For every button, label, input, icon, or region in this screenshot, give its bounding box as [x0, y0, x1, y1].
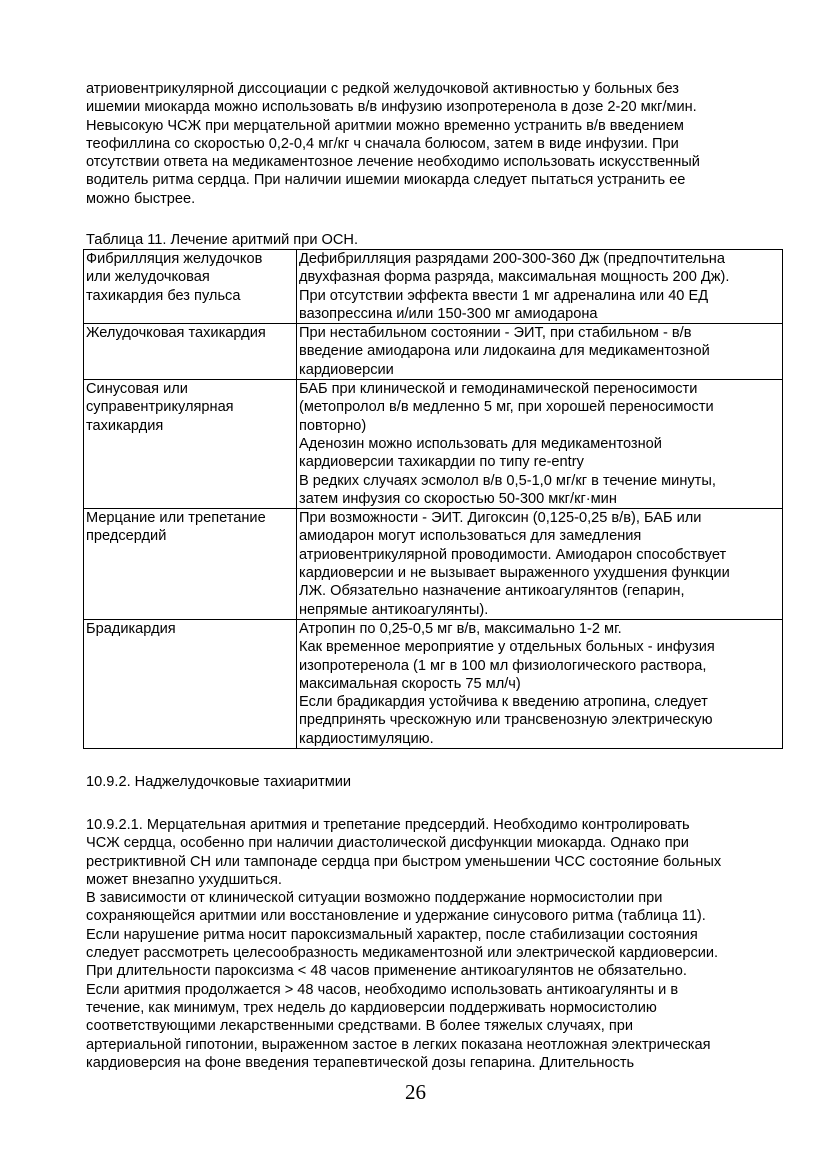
- condition-line: суправентрикулярная: [86, 399, 234, 416]
- body-line: артериальной гипотонии, выраженном застое в легких показана неотложная электрическая: [86, 1036, 711, 1053]
- body-line: течение, как минимум, трех недель до кардиоверсии поддерживать нормосистолию: [86, 999, 657, 1016]
- treatment-line: Дефибрилляция разрядами 200-300-360 Дж (предпочтительна: [299, 251, 725, 267]
- treatment-line: двухфазная форма разряда, максимальная мощность 200 Дж).: [299, 269, 730, 286]
- treatment-line: кардиоверсии и не вызывает выраженного ухудшения функции: [299, 565, 730, 582]
- treatment-line: затем инфузия со скоростью 50-300 мкг/кг·мин: [299, 490, 617, 507]
- body-line: В зависимости от клинической ситуации возможно поддержание нормосистолии при: [86, 890, 663, 907]
- treatment-line: кардиостимуляцию.: [299, 730, 434, 747]
- intro-line: ишемии миокарда можно использовать в/в инфузию изопротеренола в дозе 2-20 мкг/мин.: [86, 99, 697, 116]
- treatment-line: Аденозин можно использовать для медикаментозной: [299, 435, 662, 452]
- condition-cell: [84, 509, 297, 620]
- intro-paragraph: [86, 80, 786, 208]
- body-line: может внезапно ухудшиться.: [86, 871, 282, 888]
- treatment-line: изопротеренола (1 мг в 100 мл физиологического раствора,: [299, 657, 707, 674]
- condition-line: Фибрилляция желудочков: [86, 251, 263, 267]
- treatment-line: атриовентрикулярной проводимости. Амиодарон способствует: [299, 546, 727, 563]
- treatment-line: максимальная скорость 75 мл/ч): [299, 675, 521, 692]
- body-line: соответствующими лекарственными средствами. В более тяжелых случаях, при: [86, 1018, 634, 1035]
- body-line: Если аритмия продолжается > 48 часов, необходимо использовать антикоагулянты и в: [86, 981, 679, 998]
- table-row: [84, 250, 783, 324]
- table-row: [84, 324, 783, 380]
- body-line: следует рассмотреть целесообразность медикаментозной или электрической кардиоверсии.: [86, 945, 719, 962]
- intro-line: атриовентрикулярной диссоциации с редкой желудочковой активностью у больных без: [86, 81, 679, 97]
- table-caption: Таблица 11. Лечение аритмий при ОСН.: [86, 232, 359, 248]
- treatment-line: Атропин по 0,25-0,5 мг в/в, максимально 1-2 мг.: [299, 620, 622, 637]
- condition-line: тахикардия без пульса: [86, 287, 241, 304]
- table-row: [84, 509, 783, 620]
- treatment-line: предпринять чрескожную или трансвенозную электрическую: [299, 712, 713, 729]
- body-line: Если нарушение ритма носит пароксизмальный характер, после стабилизации состояния: [86, 926, 698, 943]
- body-line: сохраняющейся аритмии или восстановление и удержание синусового ритма (таблица 11).: [86, 908, 706, 925]
- treatment-line: Если брадикардия устойчива к введению атропина, следует: [299, 694, 708, 711]
- treatment-line: кардиоверсии тахикардии по типу re-entry: [299, 454, 584, 471]
- condition-line: Желудочковая тахикардия: [86, 325, 266, 342]
- treatment-cell: [297, 380, 783, 509]
- treatment-cell: [297, 250, 783, 324]
- condition-line: тахикардия: [86, 417, 164, 434]
- body-line: рестриктивной СН или тампонаде сердца при быстром уменьшении ЧСС состояние больных: [86, 853, 722, 870]
- treatment-line: вазопрессина и/или 150-300 мг амиодарона: [299, 305, 598, 322]
- condition-cell: [84, 619, 297, 748]
- treatment-line: БАБ при клинической и гемодинамической переносимости: [299, 381, 698, 398]
- treatment-cell: [297, 324, 783, 380]
- arrhythmia-treatment-table: [83, 249, 783, 749]
- treatment-line: кардиоверсии: [299, 361, 394, 378]
- body-line: При длительности пароксизма < 48 часов применение антикоагулянтов не обязательно.: [86, 963, 687, 980]
- intro-line: можно быстрее.: [86, 190, 196, 207]
- condition-line: Брадикардия: [86, 620, 176, 637]
- intro-line: теофиллина со скоростью 0,2-0,4 мг/кг ч сначала болюсом, затем в виде инфузии. При: [86, 135, 679, 152]
- intro-line: Невысокую ЧСЖ при мерцательной аритмии можно временно устранить в/в введением: [86, 117, 684, 134]
- intro-line: водитель ритма сердца. При наличии ишемии миокарда следует пытаться устранить ее: [86, 172, 686, 189]
- treatment-line: непрямые антикоагулянты).: [299, 601, 489, 618]
- condition-cell: [84, 250, 297, 324]
- condition-line: или желудочковая: [86, 269, 210, 286]
- body-line: кардиоверсия на фоне введения терапевтической дозы гепарина. Длительность: [86, 1054, 635, 1071]
- condition-line: Мерцание или трепетание: [86, 510, 266, 527]
- treatment-line: В редких случаях эсмолол в/в 0,5-1,0 мг/кг в течение минуты,: [299, 472, 716, 489]
- treatment-line: При отсутствии эффекта ввести 1 мг адреналина или 40 ЕД: [299, 287, 709, 304]
- table-row: [84, 380, 783, 509]
- condition-cell: [84, 380, 297, 509]
- treatment-cell: [297, 619, 783, 748]
- treatment-line: ЛЖ. Обязательно назначение антикоагулянтов (гепарин,: [299, 583, 685, 600]
- treatment-line: Как временное мероприятие у отдельных больных - инфузия: [299, 639, 715, 656]
- treatment-line: (метопролол в/в медленно 5 мг, при хорошей переносимости: [299, 399, 714, 416]
- body-paragraph: [86, 816, 786, 1072]
- treatment-line: введение амиодарона или лидокаина для медикаментозной: [299, 343, 710, 360]
- treatment-line: При нестабильном состоянии - ЭИТ, при стабильном - в/в: [299, 325, 692, 342]
- treatment-cell: [297, 509, 783, 620]
- treatment-line: амиодарон могут использоваться для замедления: [299, 528, 642, 545]
- treatment-line: При возможности - ЭИТ. Дигоксин (0,125-0,25 в/в), БАБ или: [299, 510, 702, 527]
- section-heading: 10.9.2. Наджелудочковые тахиаритмии: [86, 774, 352, 790]
- body-line: ЧСЖ сердца, особенно при наличии диастолической дисфункции миокарда. Однако при: [86, 835, 689, 852]
- condition-cell: [84, 324, 297, 380]
- treatment-line: повторно): [299, 417, 367, 434]
- body-line: 10.9.2.1. Мерцательная аритмия и трепетание предсердий. Необходимо контролировать: [86, 817, 690, 833]
- table-row: [84, 619, 783, 748]
- condition-line: Синусовая или: [86, 381, 188, 398]
- page-number: 26: [405, 1080, 426, 1104]
- condition-line: предсердий: [86, 528, 167, 545]
- intro-line: отсутствии ответа на медикаментозное лечение необходимо использовать искусственный: [86, 154, 700, 171]
